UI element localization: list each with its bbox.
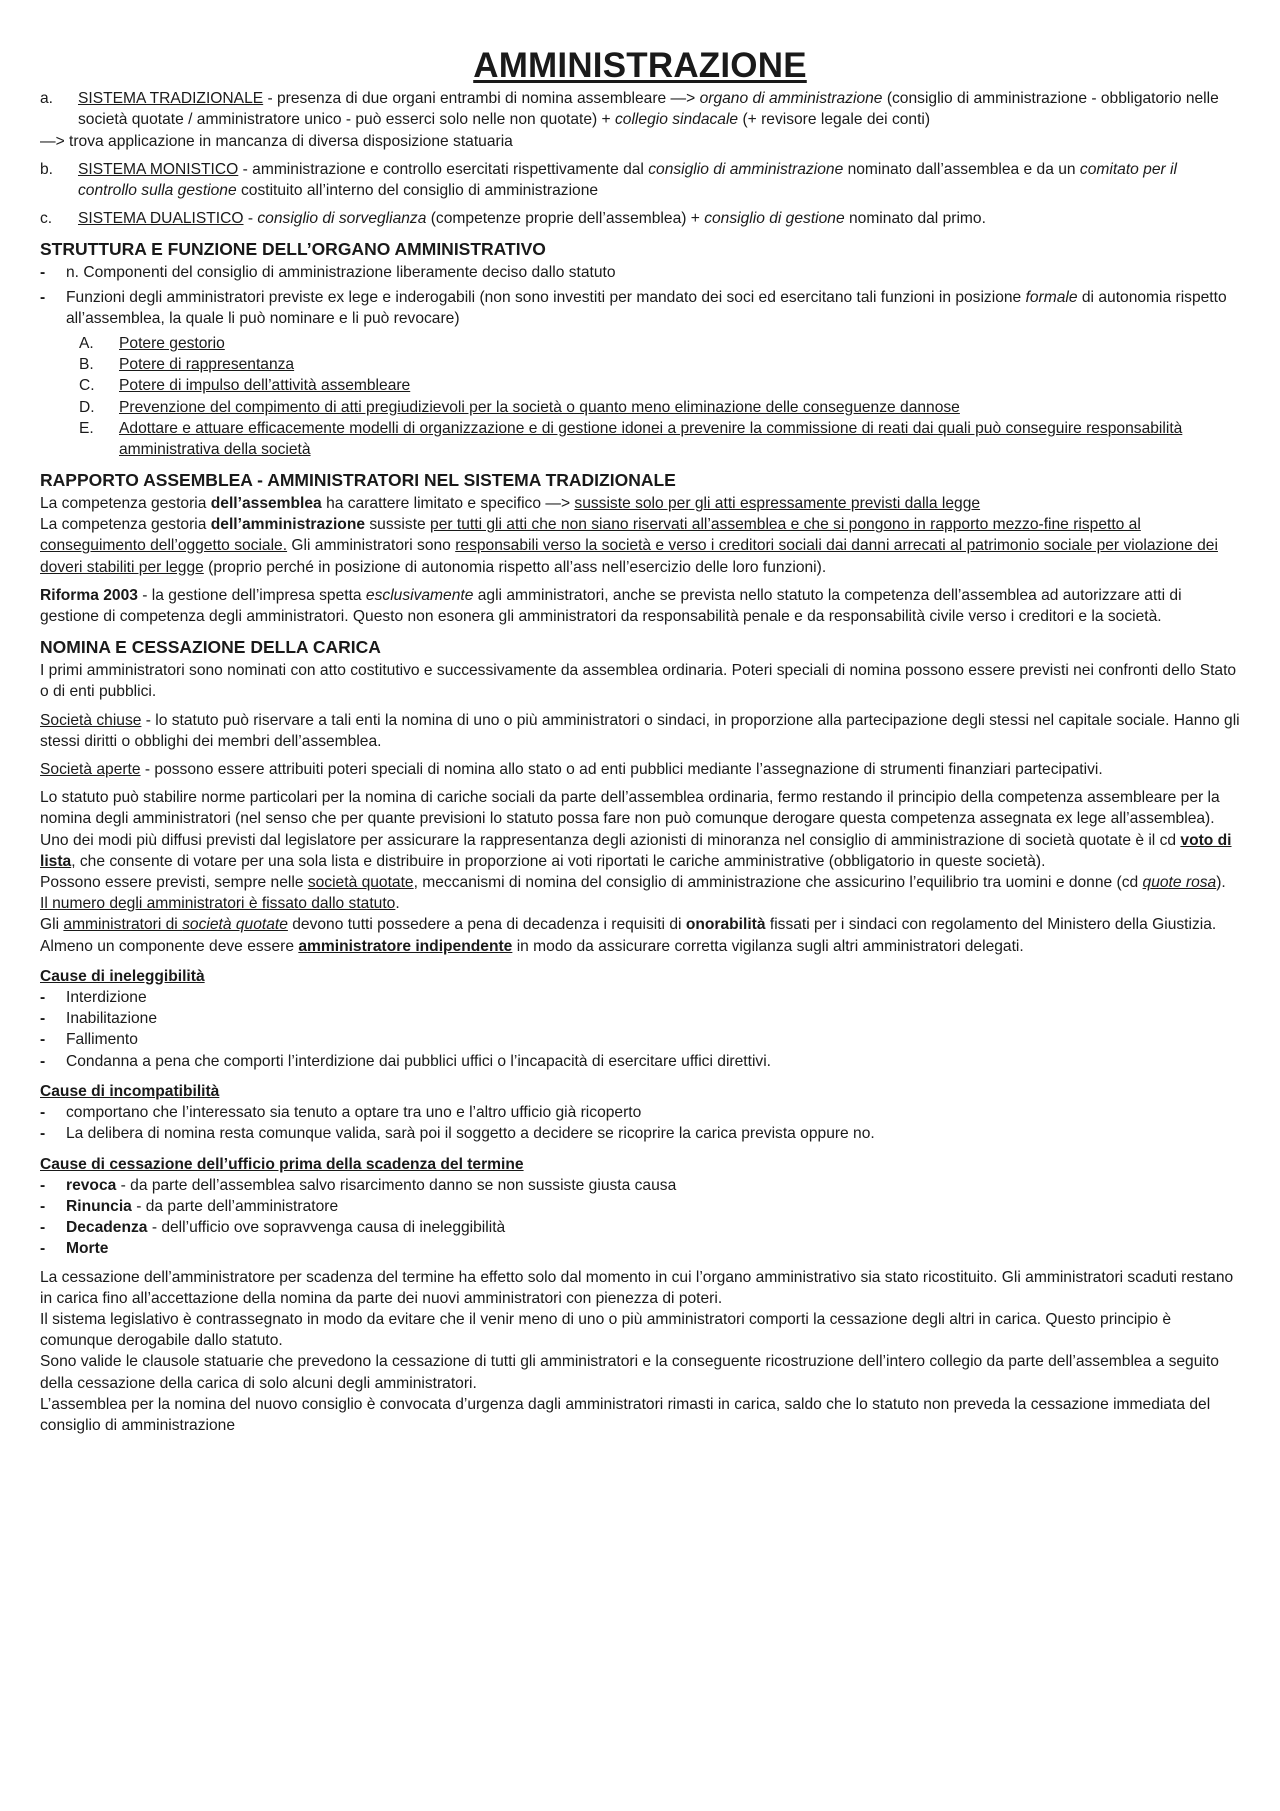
list-item: - Decadenza - dell’ufficio ove sopravvenga causa di ineleggibilità bbox=[40, 1219, 506, 1237]
list-item: - Interdizione bbox=[40, 989, 147, 1007]
list-item-sistema-tradizionale: a. SISTEMA TRADIZIONALE - presenza di due organi entrambi di nomina assembleare —> organo di amministrazione (consiglio di amministrazione - obbligatorio nelle società quotate / amministratore unico - può esserci solo nelle non quotate) + collegio sindacale (+ revisore legale dei conti) bbox=[40, 90, 1219, 129]
list-item-potere: A. Potere gestorio bbox=[79, 334, 225, 352]
paragraph: Il sistema legislativo è contrassegnato in modo da evitare che il venir meno di uno o più amministratori comporti la cessazione degli altri in carica. Questo principio è comunque derogabile dallo statuto. bbox=[40, 1311, 1172, 1350]
paragraph: Sono valide le clausole statuarie che prevedono la cessazione di tutti gli amministratori e la conseguente ricostruzione dell’intero collegio da parte dell’assemblea a seguito della cessazione della carica di solo alcuni degli amministratori. bbox=[40, 1353, 1219, 1392]
section-heading-nomina: NOMINA E CESSAZIONE DELLA CARICA bbox=[40, 637, 381, 658]
paragraph: Il numero degli amministratori è fissato dallo statuto. bbox=[40, 895, 400, 913]
list-item-potere: E. Adottare e attuare efficacemente modelli di organizzazione e di gestione idonei a prevenire la commissione di reati dai quali può conseguire responsabilità amministrativa della società bbox=[79, 419, 1183, 458]
list-marker: b. bbox=[40, 160, 54, 178]
list-item: - Fallimento bbox=[40, 1031, 138, 1049]
paragraph: La competenza gestoria dell’amministrazione sussiste per tutti gli atti che non siano riservati all’assemblea e che si pongono in rapporto mezzo-fine rispetto al conseguimento dell’oggetto sociale. Gli amministratori sono responsabili verso la società e verso i creditori sociali dai danni arrecati al patrimonio sociale per violazione dei doveri stabiliti per legge (proprio perché in posizione di autonomia rispetto all’ass nell’esercizio delle loro funzioni). bbox=[40, 516, 1218, 576]
list-item: - Rinuncia - da parte dell’amministratore bbox=[40, 1198, 339, 1215]
list-item: - Condanna a pena che comporti l’interdizione dai pubblici uffici o l’incapacità di esercitare uffici direttivi. bbox=[40, 1052, 772, 1070]
paragraph: Società chiuse - lo statuto può riservare a tali enti la nomina di uno o più amministratori o sindaci, in proporzione alla partecipazione degli stessi nel capitale sociale. Hanno gli stessi diritti o obblighi dei membri dell’assemblea. bbox=[40, 711, 1240, 750]
list-item-sistema-dualistico: c. SISTEMA DUALISTICO - consiglio di sorveglianza (competenze proprie dell’assemblea) + consiglio di gestione nominato dal primo. bbox=[40, 208, 1240, 229]
list-item-sistema-monistico: b. SISTEMA MONISTICO - amministrazione e controllo esercitati rispettivamente dal consiglio di amministrazione nominato dall’assemblea e da un comitato per il controllo sulla gestione costituito all’interno del consiglio di amministrazione bbox=[40, 160, 1177, 200]
list-marker: a. bbox=[40, 90, 54, 108]
section-heading-rapporto: RAPPORTO ASSEMBLEA - AMMINISTRATORI NEL SISTEMA TRADIZIONALE bbox=[40, 470, 676, 491]
paragraph: Almeno un componente deve essere amministratore indipendente in modo da assicurare corretta vigilanza sugli altri amministratori delegati. bbox=[40, 937, 1024, 955]
paragraph: Uno dei modi più diffusi previsti dal legislatore per assicurare la rappresentanza degli azionisti di minoranza nel consiglio di amministrazione di società quotate è il cd voto di lista, che consente di votare per una sola lista e distribuire in proporzione ai voti riportati le cariche amministrative (obbligatorio in queste società). bbox=[40, 831, 1232, 870]
list-item-potere: C. Potere di impulso dell’attività assembleare bbox=[79, 377, 411, 395]
list-item: - La delibera di nomina resta comunque valida, sarà poi il soggetto a decidere se ricoprire la carica prevista oppure no. bbox=[40, 1125, 875, 1143]
list-item: - revoca - da parte dell’assemblea salvo risarcimento danno se non sussiste giusta causa bbox=[40, 1176, 677, 1194]
note-line: —> trova applicazione in mancanza di diversa disposizione statuaria bbox=[40, 132, 513, 150]
subheading-cessazione: Cause di cessazione dell’ufficio prima della scadenza del termine bbox=[40, 1155, 524, 1173]
list-marker: c. bbox=[40, 210, 53, 228]
paragraph: La cessazione dell’amministratore per scadenza del termine ha effetto solo dal momento in cui l’organo amministrativo sia stato ricostituito. Gli amministratori scaduti restano in carica fino all’accettazione della nomina da parte dei nuovi amministratori con pienezza di poteri. bbox=[40, 1268, 1234, 1307]
list-item-potere: D. Prevenzione del compimento di atti pregiudizievoli per la società o quanto meno eliminazione delle conseguenze dannose bbox=[79, 398, 960, 416]
paragraph: La competenza gestoria dell’assemblea ha carattere limitato e specifico —> sussiste solo per gli atti espressamente previsti dalla legge bbox=[40, 495, 981, 513]
subheading-incompatibilita: Cause di incompatibilità bbox=[40, 1082, 220, 1100]
list-item: - Morte bbox=[40, 1240, 109, 1258]
list-item: - comportano che l’interessato sia tenuto a optare tra uno e l’altro ufficio già ricoperto bbox=[40, 1104, 642, 1122]
list-item: - Funzioni degli amministratori previste ex lege e inderogabili (non sono investiti per mandato dei soci ed esercitano tali funzioni in posizione formale di autonomia rispetto all’assemblea, la quale li può nominare e li può revocare) bbox=[40, 288, 1227, 327]
list-item-potere: B. Potere di rappresentanza bbox=[79, 356, 295, 374]
page-title: AMMINISTRAZIONE bbox=[473, 46, 807, 85]
list-item: - n. Componenti del consiglio di amministrazione liberamente deciso dallo statuto bbox=[40, 264, 616, 282]
paragraph: Società aperte - possono essere attribuiti poteri speciali di nomina allo stato o ad enti pubblici mediante l’assegnazione di strumenti finanziari partecipativi. bbox=[40, 760, 1103, 778]
paragraph: L’assemblea per la nomina del nuovo consiglio è convocata d’urgenza dagli amministratori rimasti in carica, saldo che lo statuto non preveda la cessazione immediata del consiglio di amministrazione bbox=[40, 1395, 1211, 1435]
paragraph: I primi amministratori sono nominati con atto costitutivo e successivamente da assemblea ordinaria. Poteri speciali di nomina possono essere previsti nei confronti dello Stato o di enti pubblici. bbox=[40, 662, 1237, 701]
paragraph: Gli amministratori di società quotate devono tutti possedere a pena di decadenza i requisiti di onorabilità fissati per i sindaci con regolamento del Ministero della Giustizia. bbox=[40, 916, 1217, 934]
paragraph: Possono essere previsti, sempre nelle società quotate, meccanismi di nomina del consiglio di amministrazione che assicurino l’equilibrio tra uomini e donne (cd quote rosa). bbox=[40, 873, 1226, 891]
list-item: - Inabilitazione bbox=[40, 1010, 158, 1028]
subheading-ineleggibilita: Cause di ineleggibilità bbox=[40, 967, 205, 985]
section-heading-struttura: STRUTTURA E FUNZIONE DELL’ORGANO AMMINISTRATIVO bbox=[40, 239, 546, 260]
paragraph: Riforma 2003 - la gestione dell’impresa spetta esclusivamente agli amministratori, anche se prevista nello statuto la competenza dell’assemblea ad autorizzare atti di gestione di competenza degli amministratori. Questo non esonera gli amministratori da responsabilità penale e da responsabilità civile verso i creditori e la società. bbox=[40, 586, 1182, 626]
paragraph: Lo statuto può stabilire norme particolari per la nomina di cariche sociali da parte dell’assemblea ordinaria, fermo restando il principio della competenza assembleare per la nomina degli amministratori (nel senso che per quante previsioni lo statuto possa fare non può comunque derogare questa competenza assegnata ex lege all’assemblea). bbox=[40, 789, 1220, 828]
